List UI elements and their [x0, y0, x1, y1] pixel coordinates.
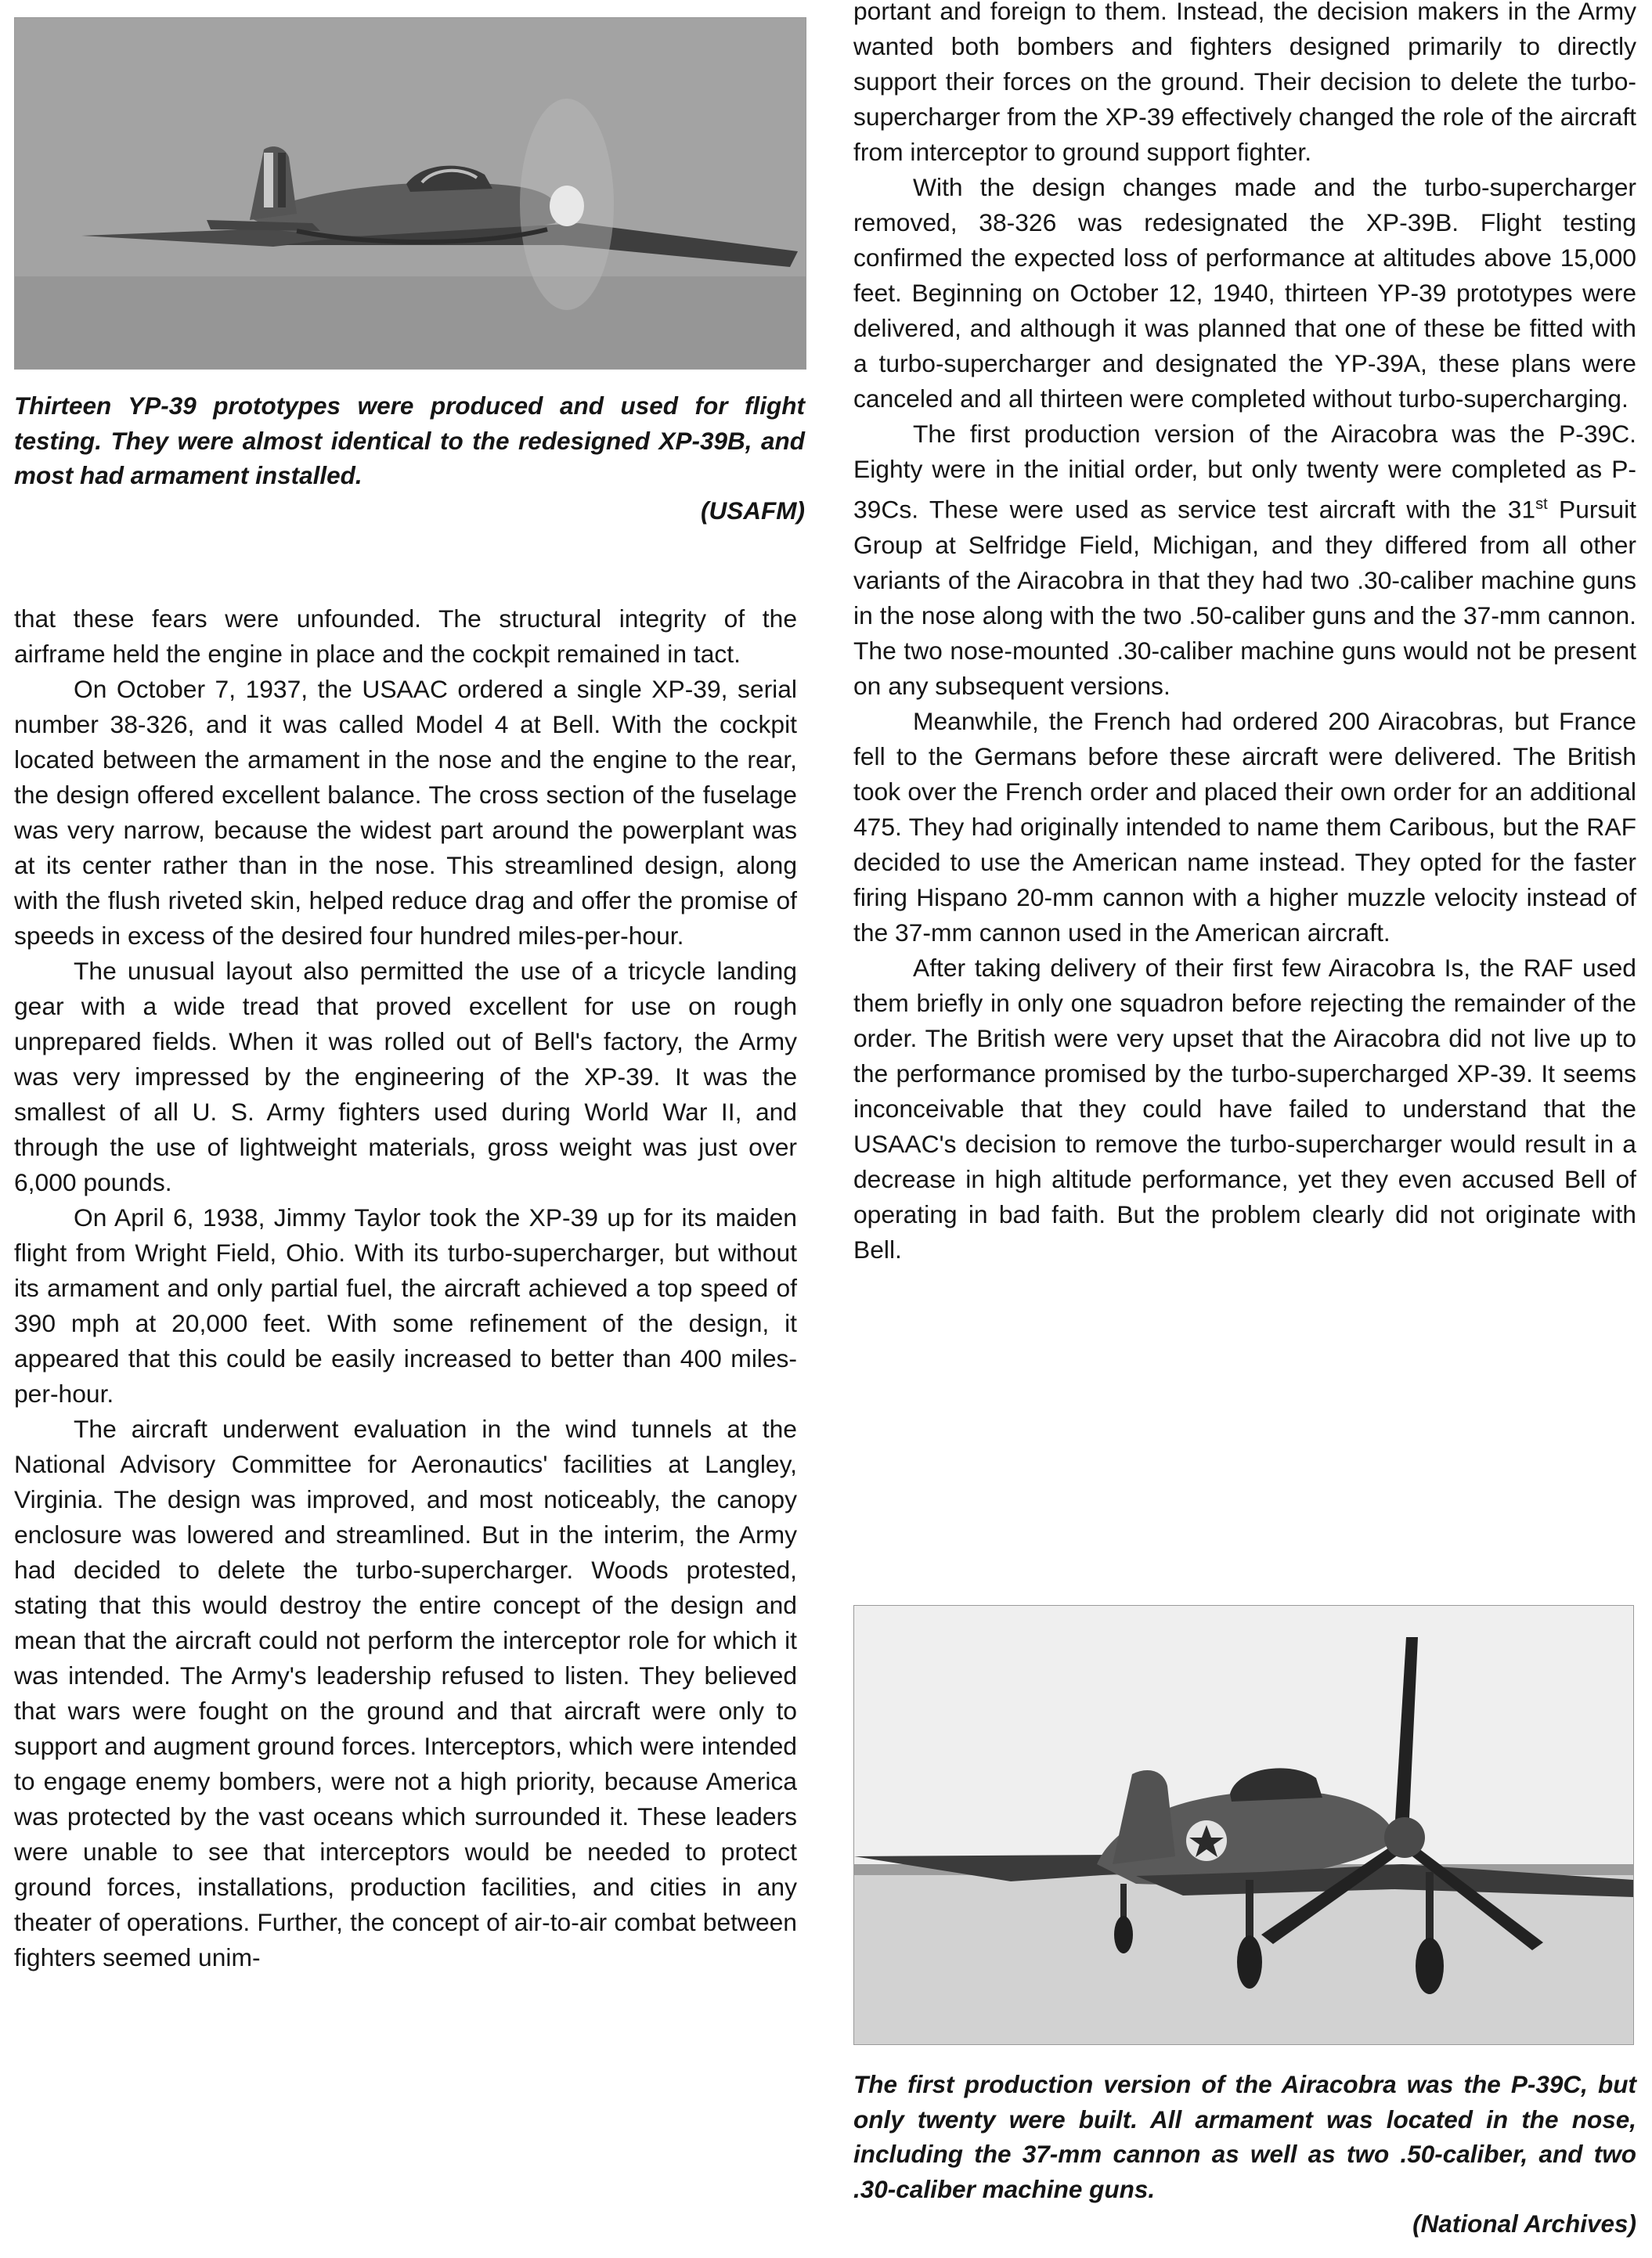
- paragraph: The unusual layout also permitted the use of a tricycle landing gear with a wide tread that proved excellent for use on rough unprepared fields. When it was rolled out of Bell's factory, the Army was very impressed by the engineering of the XP-39. It was the smallest of all U. S. Army fighters used during World War II, and through the use of lightweight materials, gross weight was just over 6,000 pounds.: [14, 957, 797, 1196]
- paragraph-p39c: [853, 417, 1636, 704]
- paragraph: After taking delivery of their first few Airacobra Is, the RAF used them briefly in only one squadron before rejecting the remainder of the order. The British were very upset that the Airacobra did not live up to the performance promised by the turbo-supercharged XP-39. It seems inconceivable that they could have failed to understand that the USAAC's decision to remove the turbo-supercharger would result in a decrease in high altitude performance, yet they even accused Bell of operating in bad faith. But the problem clearly did not originate with Bell.: [853, 953, 1636, 1264]
- right-column-body-text: [853, 0, 1636, 1268]
- yp39-aircraft-illustration: [15, 18, 806, 369]
- paragraph: Meanwhile, the French had ordered 200 Airacobras, but France fell to the Germans before these aircraft were delivered. The British took over the French order and placed their own order for an additional 475. They had originally intended to name them Caribous, but the RAF decided to use the American name instead. They opted for the faster firing Hispano 20-mm cannon with a higher muzzle velocity instead of the 37-mm cannon used in the American aircraft.: [853, 706, 1636, 947]
- top-photo-caption-text: Thirteen YP-39 prototypes were produced and used for flight testing. They were almost identical to the redesigned XP-39B, and most had armament installed.: [14, 391, 805, 489]
- bottom-photo-caption-text: The first production version of the Airacobra was the P-39C, but only twenty were built. All armament was located in the nose, including the 37-mm cannon as well as two .50-caliber, and two .30-caliber machine guns.: [853, 2070, 1636, 2203]
- paragraph: The aircraft underwent evaluation in the wind tunnels at the National Advisory Committee for Aeronautics' facilities at Langley, Virginia. The design was improved, and most noticeably, the canopy enclosure was lowered and streamlined. But in the interim, the Army had decided to delete the turbo-supercharger. Woods protested, stating that this would destroy the entire concept of the design and mean that the aircraft could not perform the interceptor role for which it was intended. The Army's leadership refused to listen. They believed that wars were fought on the ground and that aircraft were only to support and augment ground forces. Interceptors, which were intended to engage enemy bombers, were not a high priority, because America was protected by the vast oceans which surrounded it. These leaders were unable to see that interceptors would be needed to protect ground forces, installations, production facilities, and cities in any theater of operations. Further, the concept of air-to-air combat between fighters seemed unim-: [14, 1415, 797, 1971]
- paragraph: On October 7, 1937, the USAAC ordered a single XP-39, serial number 38-326, and it was called Model 4 at Bell. With the cockpit located between the armament in the nose and the engine to the rear, the design offered excellent balance. The cross section of the fuselage was very narrow, because the widest part around the powerplant was at its center rather than in the nose. This streamlined design, along with the flush riveted skin, helped reduce drag and offer the promise of speeds in excess of the desired four hundred miles-per-hour.: [14, 675, 797, 950]
- p39c-text-end: Pursuit Group at Selfridge Field, Michigan, and they differed from all other variants of the Airacobra in that they had two .30-caliber machine guns in the nose along with the two .50-caliber guns and the 37-mm cannon. The two nose-mounted .30-caliber machine guns would not be present on any subsequent versions.: [853, 495, 1637, 700]
- top-photo-caption: [14, 388, 805, 528]
- bottom-photo-credit: (National Archives): [1412, 2209, 1636, 2238]
- paragraph: that these fears were unfounded. The structural integrity of the airframe held the engine in place and the cockpit remained in tact.: [14, 604, 797, 668]
- left-column-body-text: [14, 601, 797, 1975]
- p39c-text-start: The first production version of the Airacobra was the P-39C. Eighty were in the initial order, but only twenty were completed as P-39Cs. These were used as service test aircraft with the 31: [853, 420, 1636, 524]
- paragraph: On April 6, 1938, Jimmy Taylor took the XP-39 up for its maiden flight from Wright Field, Ohio. With its turbo-supercharger, but without its armament and only partial fuel, the aircraft achieved a top speed of 390 mph at 20,000 feet. With some refinement of the design, it appeared that this could be easily increased to better than 400 miles-per-hour.: [14, 1203, 797, 1408]
- top-photo-credit: (USAFM): [701, 496, 805, 525]
- paragraph: portant and foreign to them. Instead, the decision makers in the Army wanted both bombers and fighters designed primarily to directly support their forces on the ground. Their decision to delete the turbo-supercharger from the XP-39 effectively changed the role of the aircraft from interceptor to ground support fighter.: [853, 0, 1636, 166]
- p39c-aircraft-illustration: [854, 1606, 1633, 2044]
- yp39-prototype-photo: [14, 17, 806, 370]
- ordinal-superscript: st: [1535, 496, 1548, 513]
- paragraph: With the design changes made and the turbo-supercharger removed, 38-326 was redesignated the XP-39B. Flight testing confirmed the expected loss of performance at altitudes above 15,000 feet. Beginning on October 12, 1940, thirteen YP-39 prototypes were delivered, and although it was planned that one of these be fitted with a turbo-supercharger and designated the YP-39A, these plans were canceled and all thirteen were completed without turbo-supercharging.: [853, 173, 1636, 413]
- p39c-ground-photo: [853, 1605, 1634, 2045]
- bottom-photo-caption: [853, 2067, 1636, 2242]
